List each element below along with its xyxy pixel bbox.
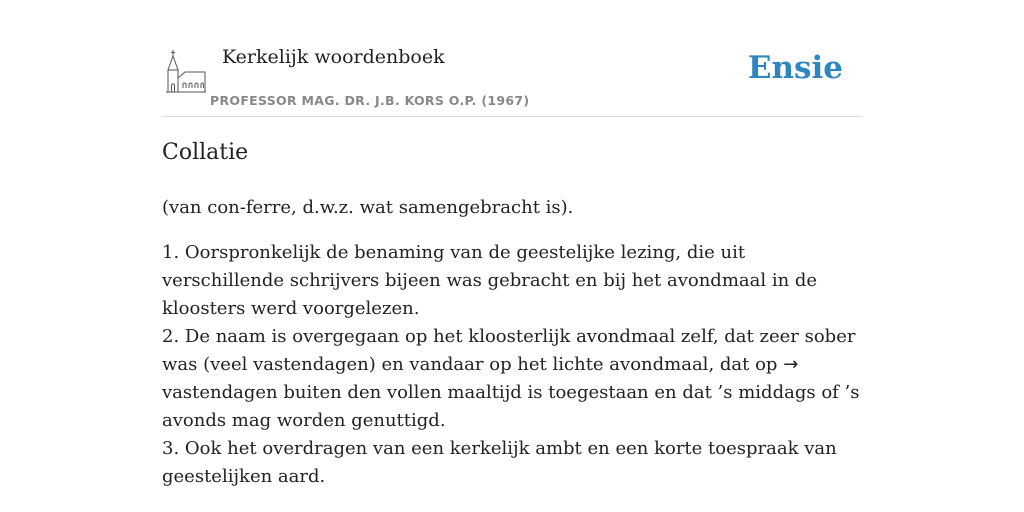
entry-definitions — [162, 239, 862, 491]
book-title: Kerkelijk woordenboek — [222, 46, 445, 68]
definition-3: 3. Ook het overdragen van een kerkelijk ambt en een korte toespraak van geestelijken aard. — [162, 438, 837, 487]
ensie-logo-link[interactable]: Ensie — [747, 50, 843, 86]
definition-2 — [162, 323, 862, 435]
definition-2-text-start: 2. De naam is overgegaan op het kloosterlijk avondmaal zelf, dat zeer sober was (veel vastendagen) en vandaar op het lichte avondmaal, dat op — [162, 326, 856, 375]
definition-1: 1. Oorspronkelijk de benaming van de geestelijke lezing, die uit verschillende schrijvers bijeen was gebracht en bij het avondmaal in de kloosters werd voorgelezen. — [162, 242, 818, 319]
vastendagen-link[interactable]: vastendagen — [162, 382, 278, 403]
page — [162, 0, 862, 512]
header — [162, 0, 862, 117]
entry-etymology: (van con-ferre, d.w.z. wat samengebracht is). — [162, 197, 574, 218]
church-icon — [165, 48, 207, 94]
entry-title: Collatie — [162, 140, 249, 165]
arrow-right-icon: → — [783, 354, 799, 375]
book-author: PROFESSOR MAG. DR. J.B. KORS O.P. (1967) — [210, 93, 530, 108]
definition-2-text-end: buiten den vollen maaltijd is toegestaan en dat ’s middags of ’s avonds mag worden genuttigd. — [162, 382, 860, 431]
